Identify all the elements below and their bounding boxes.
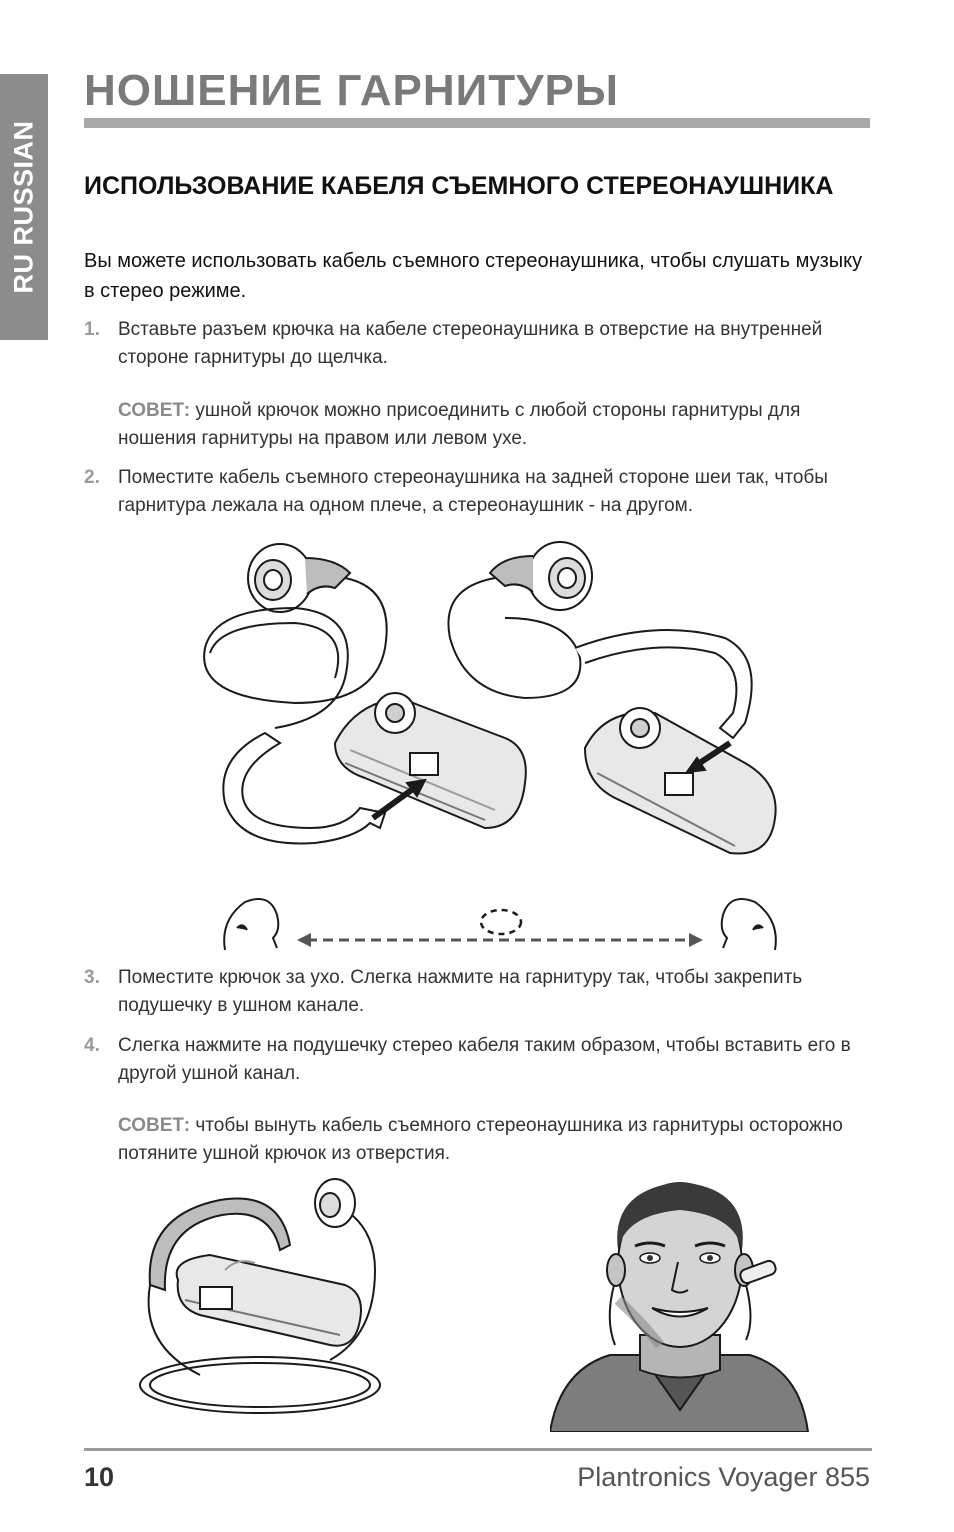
language-label: RU RUSSIAN — [8, 120, 39, 294]
stereo-cable-attachment-illustration — [185, 528, 785, 868]
section-title: ИСПОЛЬЗОВАНИЕ КАБЕЛЯ СЪЕМНОГО СТЕРЕОНАУШНИКА — [84, 172, 834, 200]
step-3 — [84, 964, 870, 1020]
step-text: Слегка нажмите на подушечку стерео кабеля таким образом, чтобы вставить его в другой ушной канал. — [118, 1035, 851, 1084]
step-1 — [84, 316, 870, 372]
tip-text: чтобы вынуть кабель съемного стереонаушника из гарнитуры осторожно потяните ушной крючок из отверстия. — [118, 1115, 843, 1164]
tip-label: СОВЕТ: — [118, 400, 191, 421]
step-number: 1. — [84, 319, 100, 340]
man-wearing-headset-illustration — [550, 1170, 810, 1432]
language-side-tab — [0, 74, 48, 340]
tip-2 — [118, 1112, 870, 1168]
tip-label: СОВЕТ: — [118, 1115, 191, 1136]
headset-with-stereo-cable-illustration — [130, 1175, 420, 1420]
tip-1 — [118, 397, 870, 453]
page-title: НОШЕНИЕ ГАРНИТУРЫ — [84, 66, 619, 115]
title-rule — [84, 118, 870, 128]
intro-paragraph: Вы можете использовать кабель съемного стереонаушника, чтобы слушать музыку в стерео режиме. — [84, 250, 863, 302]
page-number: 10 — [84, 1462, 115, 1492]
tip-text: ушной крючок можно присоединить с любой стороны гарнитуры для ношения гарнитуры на правом или левом ухе. — [118, 400, 801, 449]
footer-rule — [84, 1448, 872, 1451]
step-number: 4. — [84, 1035, 100, 1056]
left-right-ear-diagram — [215, 890, 785, 960]
step-4 — [84, 1032, 870, 1088]
step-number: 3. — [84, 967, 100, 988]
product-name: Plantronics Voyager 855 — [577, 1462, 870, 1492]
step-2 — [84, 464, 870, 520]
step-text: Поместите кабель съемного стереонаушника на задней стороне шеи так, чтобы гарнитура лежала на одном плече, а стереонаушник - на другом. — [118, 467, 828, 516]
step-text: Вставьте разъем крючка на кабеле стереонаушника в отверстие на внутренней стороне гарнитуры до щелчка. — [118, 319, 823, 368]
step-text: Поместите крючок за ухо. Слегка нажмите на гарнитуру так, чтобы закрепить подушечку в ушном канале. — [118, 967, 803, 1016]
step-number: 2. — [84, 467, 100, 488]
